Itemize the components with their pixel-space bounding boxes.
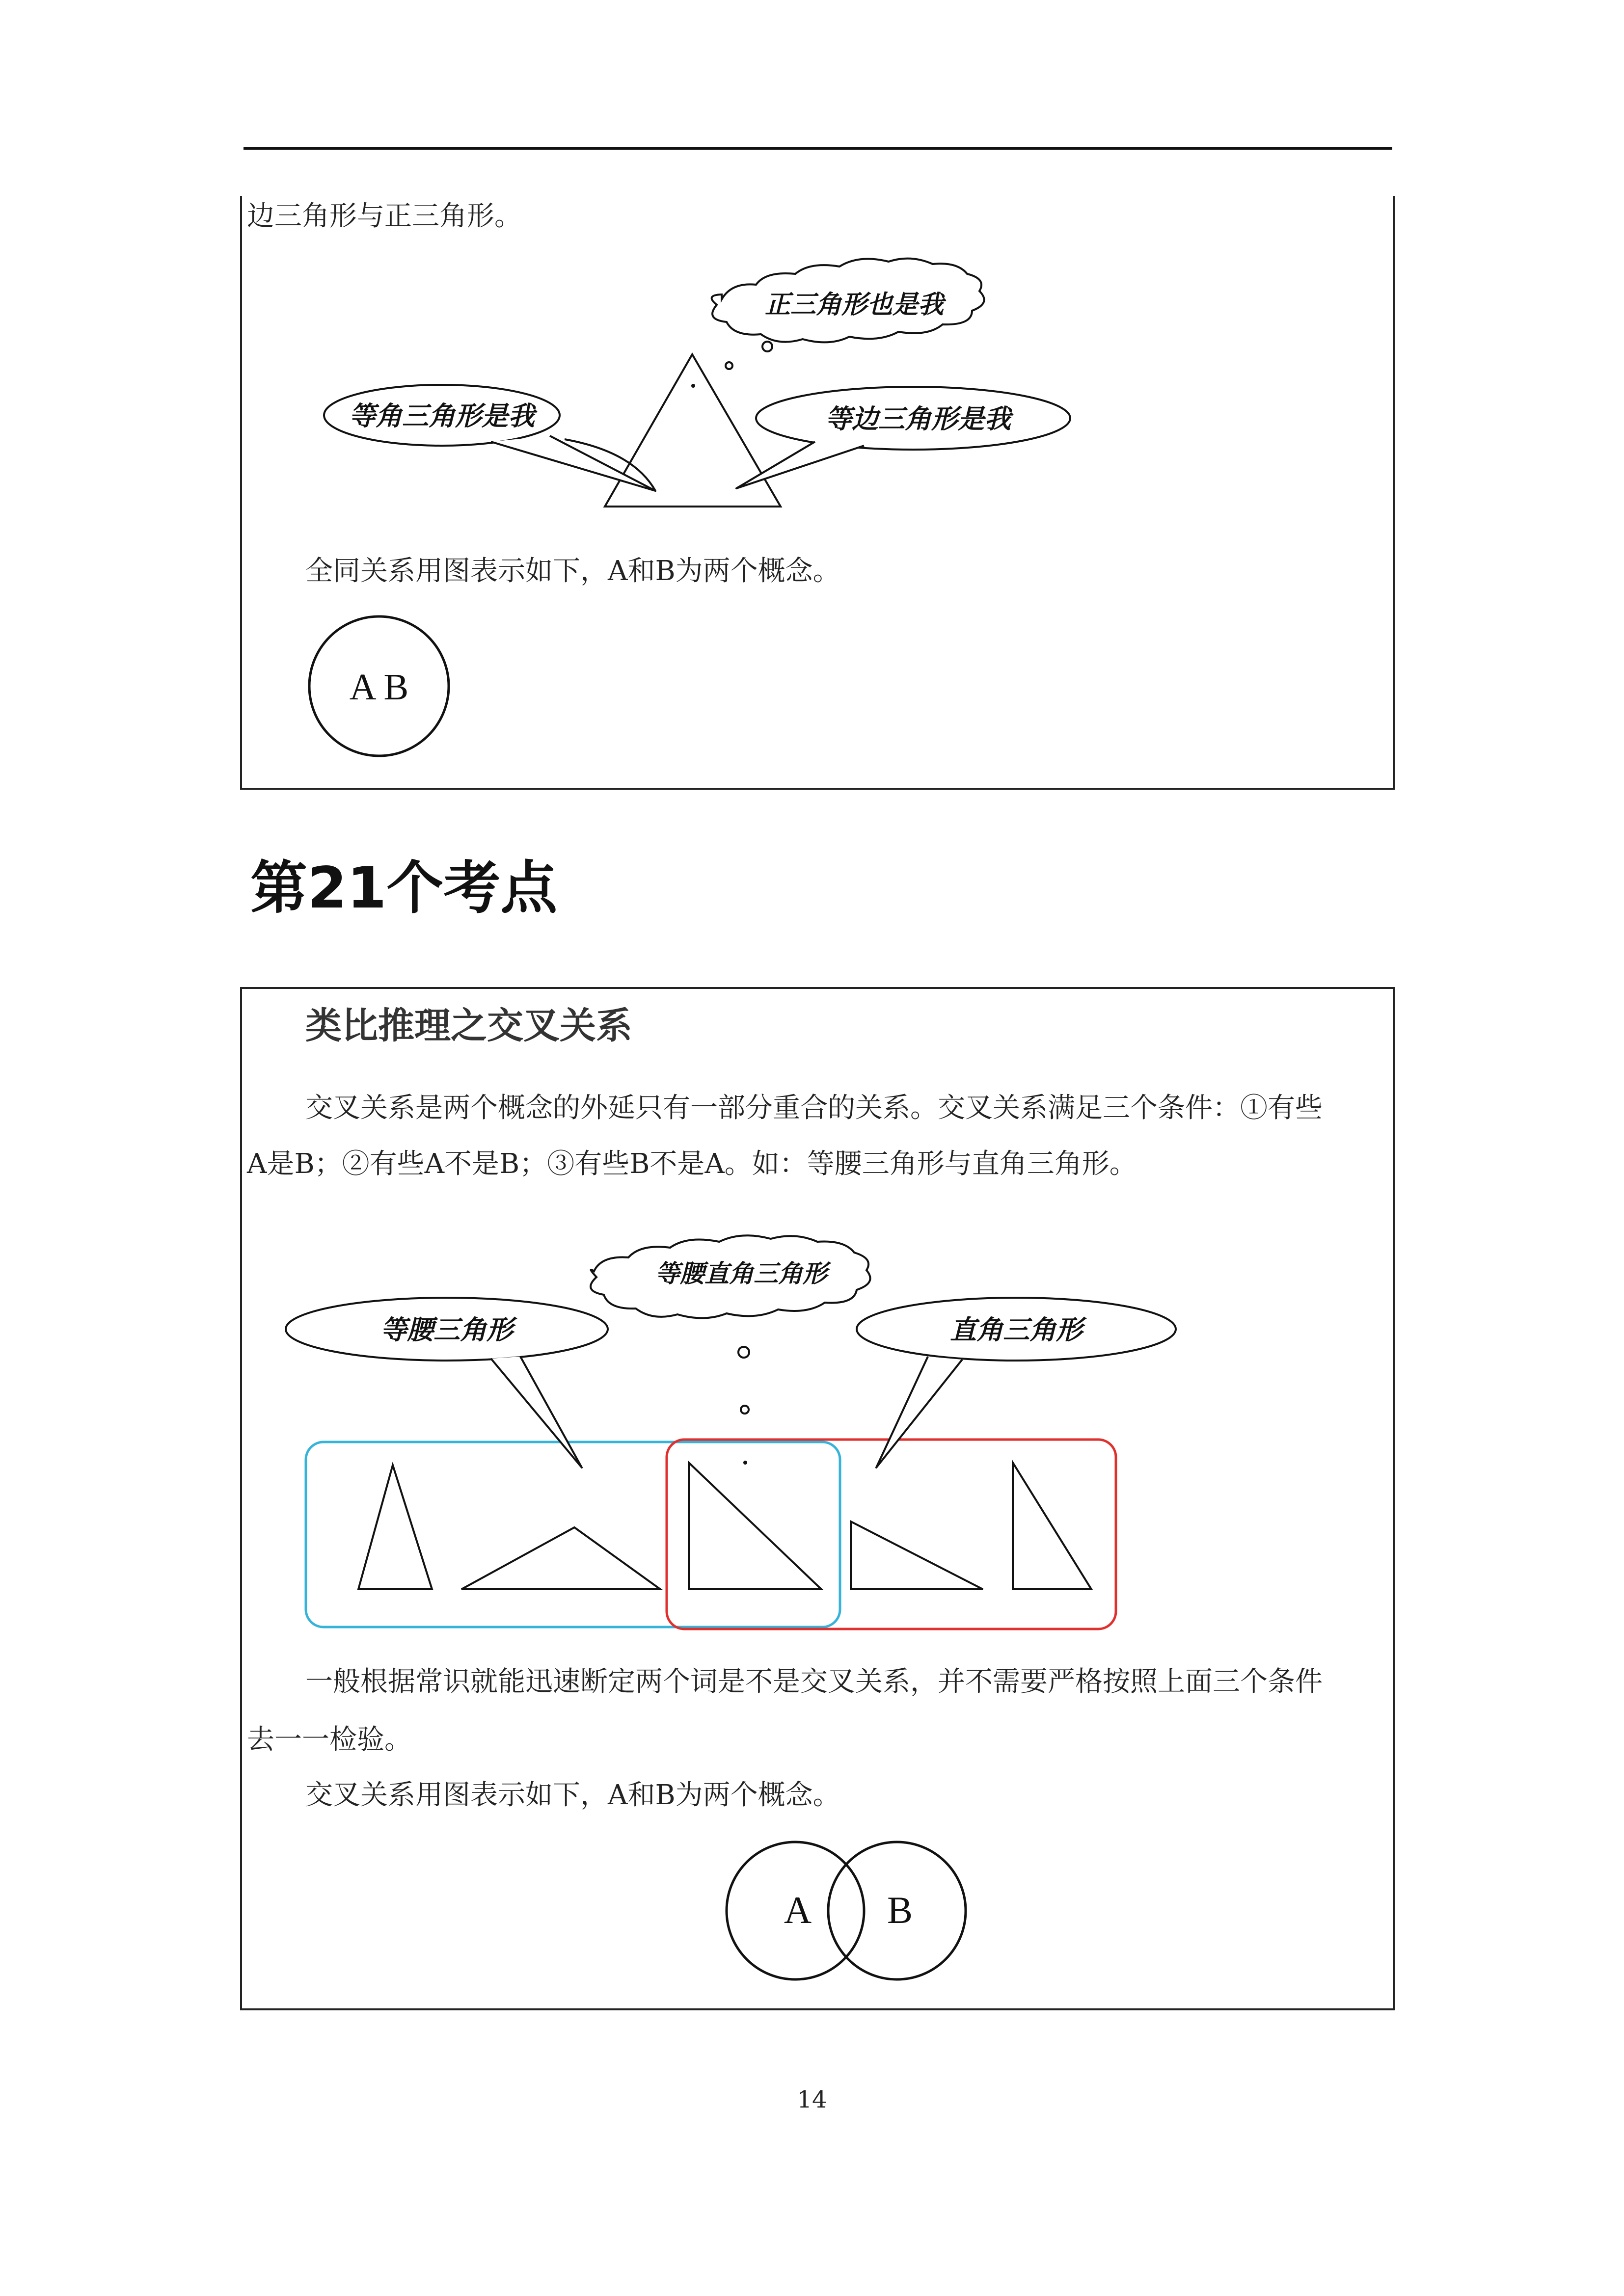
identity-relation-text: 全同关系用图表示如下，A和B为两个概念。 <box>305 555 840 587</box>
left-bubble-text: 等角三角形是我 <box>349 400 535 431</box>
isosceles-bubble-text: 等腰三角形 <box>380 1314 513 1345</box>
both-bubble-text: 等腰直角三角形 <box>655 1259 827 1288</box>
top-bubble-text: 正三角形也是我 <box>764 290 944 320</box>
right-bubble-text-2: 直角三角形 <box>950 1314 1083 1345</box>
venn-label-b: B <box>887 1889 913 1931</box>
section-title: 类比推理之交叉关系 <box>305 1005 632 1047</box>
intersection-relation-text: 交叉关系用图表示如下，A和B为两个概念。 <box>305 1779 840 1811</box>
venn-label-a: A <box>784 1889 812 1931</box>
definition-line-1: 交叉关系是两个概念的外延只有一部分重合的关系。交叉关系满足三个条件：①有些 <box>305 1092 1323 1124</box>
thought-dot-small <box>726 362 732 369</box>
note-line-1: 一般根据常识就能迅速断定两个词是不是交叉关系，并不需要严格按照上面三个条件 <box>305 1666 1323 1698</box>
note-line-2: 去一一检验。 <box>247 1724 412 1756</box>
page-number: 14 <box>797 2086 827 2113</box>
exam-point-heading: 第21个考点 <box>250 855 558 921</box>
equilateral-illustration <box>324 259 1070 507</box>
thought-dot-large <box>762 342 772 351</box>
right-bubble-text: 等边三角形是我 <box>825 403 1011 434</box>
identity-circle-label: A B <box>349 667 409 708</box>
triangle-dot <box>691 384 695 388</box>
content-box-intersection <box>240 987 1395 2010</box>
definition-line-2: A是B；②有些A不是B；③有些B不是A。如：等腰三角形与直角三角形。 <box>247 1148 1137 1180</box>
continued-text: 边三角形与正三角形。 <box>247 200 522 232</box>
